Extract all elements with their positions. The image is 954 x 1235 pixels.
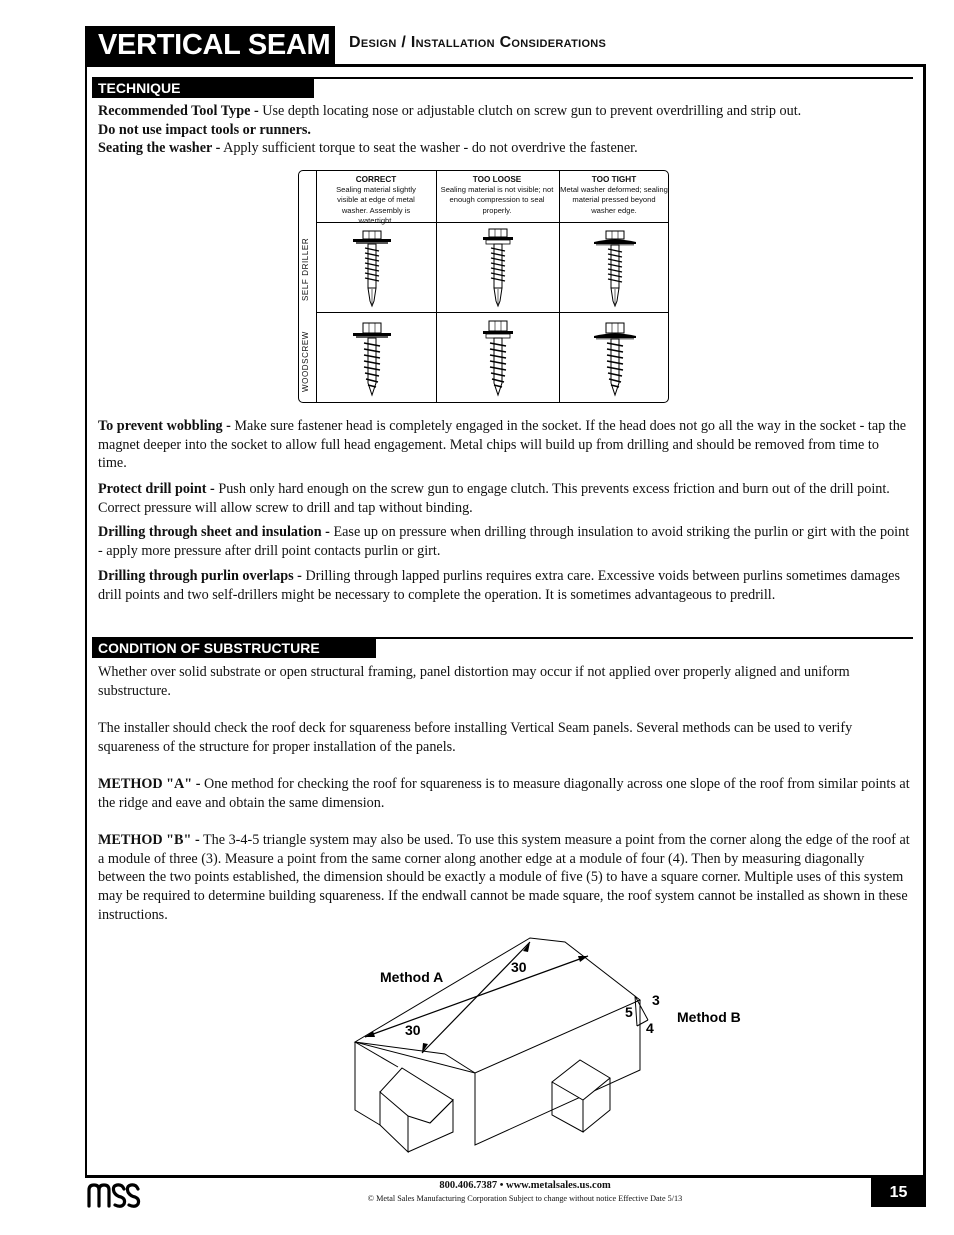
woodscrew-too-loose-icon: [473, 319, 523, 401]
col-too-loose: [437, 175, 557, 216]
substructure-heading: CONDITION OF SUBSTRUCTURE: [92, 639, 376, 658]
col-too-loose-desc: Sealing material is not visible; not enough compression to seal properly.: [440, 185, 554, 215]
dim-5: 5: [625, 1004, 633, 1020]
impact-warning: Do not use impact tools or runners.: [98, 121, 311, 138]
tool-type-paragraph: [98, 102, 910, 158]
drill-point-paragraph: [98, 480, 910, 517]
dim-4: 4: [646, 1020, 654, 1036]
frame-bottom-rule: [85, 1175, 926, 1178]
technique-rule: [92, 77, 913, 79]
dim-30-bottom: 30: [405, 1022, 421, 1038]
tool-type-label: Recommended Tool Type -: [98, 103, 259, 119]
page-title: VERTICAL SEAM: [85, 26, 335, 64]
drill-point-text: Push only hard enough on the screw gun to engage clutch. This prevents excess friction and burn out of the drill point. Correct pressure will allow screw to drill and tap without binding.: [98, 481, 890, 516]
squareness-paragraph: The installer should check the roof deck for squareness before installing Vertical Seam panels. Several methods can be used to verify squareness of the structure for proper installation of the panels.: [98, 720, 853, 755]
tool-type-text: Use depth locating nose or adjustable clutch on screw gun to prevent overdrilling and strip out.: [258, 103, 802, 119]
col-correct: [316, 175, 436, 226]
insulation-label: Drilling through sheet and insulation -: [98, 524, 330, 540]
dim-30-top: 30: [511, 959, 527, 975]
page-number: 15: [871, 1178, 926, 1207]
frame-top-rule: [85, 64, 926, 67]
col-too-loose-title: TOO LOOSE: [472, 175, 522, 184]
self-driller-correct-icon: [347, 229, 397, 309]
frame-right-rule: [923, 64, 926, 1177]
row-woodscrew-label: WOODSCREW: [301, 331, 310, 392]
substructure-intro: Whether over solid substrate or open structural framing, panel distortion may occur if not applied over properly aligned and uniform substructure.: [98, 664, 850, 699]
method-a-paragraph: [98, 775, 910, 812]
frame-left-rule: [85, 64, 87, 1177]
insulation-paragraph: [98, 523, 910, 560]
col-too-tight-desc: Metal washer deformed; sealing material pressed beyond washer edge.: [560, 185, 668, 215]
method-b-text: The 3-4-5 triangle system may also be used. To use this system measure a point from the corner along the edge of the roof at a module of three (3). Measure a point from the same corner along another edge at a module of four (4). Then by measuring diagonally between the two points established, the dimension should be exactly a module of five (5) to have a square corner. Multiple uses of this system may be required to determine building squareness. If the endwall cannot be made square, the roof system cannot be installed as shown in these instructions.: [98, 832, 910, 923]
woodscrew-too-tight-icon: [590, 321, 640, 401]
method-a-text: One method for checking the roof for squareness is to measure diagonally across one slope of the roof from similar points at the ridge and eave and obtain the same dimension.: [98, 776, 910, 811]
row-self-driller: [298, 223, 314, 312]
purlin-overlap-paragraph: [98, 567, 910, 604]
seating-text: Apply sufficient torque to seat the washer - do not overdrive the fastener.: [220, 140, 638, 157]
footer-legal: © Metal Sales Manufacturing Corporation Subject to change without notice Effective Date 5/13: [367, 1194, 683, 1203]
col-too-tight: [554, 175, 674, 216]
insulation-text: Ease up on pressure when drilling through insulation to avoid striking the purlin or girt with the point - apply more pressure after drill point contacts purlin or girt.: [98, 524, 910, 559]
dim-3: 3: [652, 992, 660, 1008]
self-driller-too-tight-icon: [590, 229, 640, 309]
method-a-label: METHOD "A" -: [98, 776, 201, 792]
footer-contact: 800.406.7387 • www.metalsales.us.com: [439, 1180, 611, 1191]
method-b-caption: Method B: [677, 1009, 741, 1025]
method-b-label: METHOD "B" -: [98, 832, 200, 848]
method-a-caption: Method A: [380, 969, 444, 985]
fastener-seating-table: [298, 170, 669, 403]
row-self-driller-label: SELF DRILLER: [301, 237, 310, 301]
seating-label: Seating the washer -: [98, 140, 221, 157]
technique-heading: TECHNIQUE: [92, 79, 314, 98]
purlin-overlap-text: Drilling through lapped purlins requires extra care. Excessive voids between purlins sometimes damages drill points and two self-drillers might be necessary to complete the operation. It is sometimes advantageous to predrill.: [98, 568, 900, 603]
col-correct-desc: Sealing material slightly visible at edge of metal washer. Assembly is watertight.: [336, 185, 416, 225]
wobbling-label: To prevent wobbling -: [98, 418, 231, 434]
wobbling-text: Make sure fastener head is completely engaged in the socket. If the head does not go all the way in the socket - tap the magnet deeper into the socket to allow full head engagement. Metal chips will build up from drilling and should be removed from time to time.: [98, 418, 907, 472]
drill-point-label: Protect drill point -: [98, 481, 215, 497]
col-too-tight-title: TOO TIGHT: [591, 175, 637, 184]
wobbling-paragraph: [98, 417, 910, 473]
page-subtitle: Design / Installation Considerations: [349, 34, 607, 51]
roof-squareness-diagram: [340, 930, 780, 1160]
woodscrew-correct-icon: [347, 321, 397, 401]
self-driller-too-loose-icon: [473, 227, 523, 309]
purlin-overlap-label: Drilling through purlin overlaps -: [98, 568, 302, 584]
row-woodscrew: [298, 313, 314, 402]
method-b-paragraph: [98, 831, 910, 925]
col-correct-title: CORRECT: [355, 175, 397, 184]
